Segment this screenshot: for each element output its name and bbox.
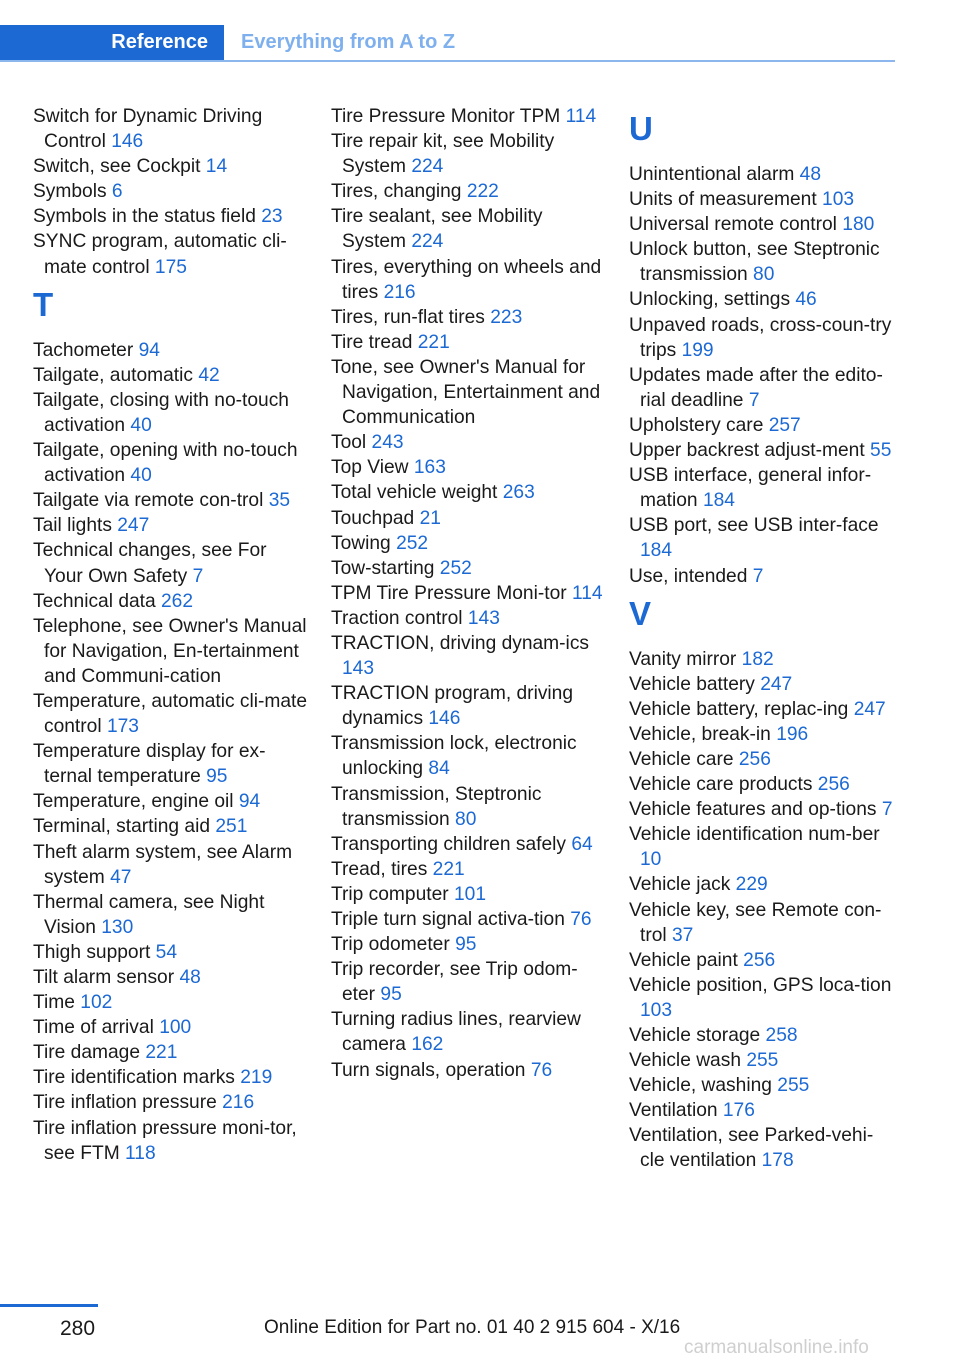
index-entry [629, 722, 897, 747]
index-entry-text: Tire inflation pressure moni-tor, see FTM [33, 1117, 297, 1164]
index-entry-text: Towing [331, 532, 391, 554]
page-reference-link[interactable]: 247 [853, 698, 886, 720]
index-entry [331, 631, 606, 681]
index-entry [33, 154, 308, 179]
page-reference-link[interactable]: 196 [776, 723, 809, 745]
index-entry [629, 313, 897, 363]
index-entry [33, 965, 308, 990]
index-entry-text: Vehicle battery [629, 673, 755, 695]
index-entry [331, 506, 606, 531]
index-entry-text: Transporting children safely [331, 833, 566, 855]
index-entry [33, 1090, 308, 1115]
index-entry-text: Vehicle storage [629, 1025, 761, 1046]
index-entry [33, 538, 308, 588]
index-entry-text: Traction control [331, 607, 463, 629]
index-entry-text: Units of measurement [629, 189, 817, 211]
page-reference-link[interactable]: 229 [735, 874, 768, 896]
page-reference-link[interactable]: 42 [198, 364, 220, 386]
index-entry [331, 932, 606, 957]
page-reference-link[interactable]: 7 [752, 565, 764, 587]
index-entry-text: Unpaved roads, cross-coun-try trips [629, 314, 892, 361]
index-entry [331, 907, 606, 932]
page-reference-link[interactable]: 263 [502, 482, 535, 504]
index-entry [331, 857, 606, 882]
page-reference-link[interactable]: 100 [159, 1017, 192, 1039]
page-reference-link[interactable]: 95 [380, 984, 402, 1006]
index-entry-text: Turning radius lines, rearview camera [331, 1009, 581, 1056]
index-entry-text: Tire repair kit, see Mobility System [331, 131, 555, 178]
index-entry [331, 606, 606, 631]
page-reference-link[interactable]: 95 [455, 934, 477, 956]
index-entry [629, 797, 897, 822]
index-entry-text: Universal remote control [629, 214, 837, 236]
index-entry-text: Tires, changing [331, 181, 462, 203]
page-reference-link[interactable]: 180 [842, 214, 875, 236]
index-entry [629, 772, 897, 797]
index-entry-text: Trip odometer [331, 934, 450, 956]
index-entry [629, 973, 897, 1023]
page-reference-link[interactable]: 182 [741, 648, 774, 670]
index-entry-text: Vehicle battery, replac-ing [629, 698, 849, 720]
index-entry [629, 1023, 897, 1048]
page-reference-link[interactable]: 224 [411, 231, 444, 253]
index-entry-text: Tire damage [33, 1042, 141, 1064]
index-entry-text: SYNC program, automatic cli-mate control [33, 231, 287, 278]
index-column-3 [629, 104, 897, 1174]
index-entry-text: Vehicle paint [629, 949, 738, 971]
page-reference-link[interactable]: 223 [490, 306, 523, 328]
index-entry-text: Tire Pressure Monitor TPM [331, 106, 561, 127]
page-reference-link[interactable]: 252 [439, 557, 472, 579]
index-entry-text: TPM Tire Pressure Moni-tor [331, 582, 567, 604]
watermark: carmanualsonline.info [684, 1337, 869, 1358]
index-entry [33, 229, 308, 279]
index-entry [629, 187, 897, 212]
index-entry-text: Vehicle position, GPS loca-tion [629, 974, 892, 996]
page-reference-link[interactable]: 55 [870, 440, 892, 462]
index-entry-text: Vehicle care products [629, 774, 813, 796]
index-column-2 [331, 104, 606, 1083]
index-entry [33, 614, 308, 689]
page-reference-link[interactable]: 257 [768, 414, 801, 436]
page-reference-link[interactable]: 256 [817, 774, 850, 796]
page-reference-link[interactable]: 178 [761, 1150, 794, 1172]
index-entry [629, 513, 897, 563]
index-entry [629, 438, 897, 463]
index-entry-text: Switch for Dynamic Driving Control [33, 106, 263, 153]
page-reference-link[interactable]: 216 [222, 1092, 255, 1114]
index-entry [331, 480, 606, 505]
index-entry-text: Unlock button, see Steptronic transmission [629, 239, 880, 286]
page-reference-link[interactable]: 76 [530, 1059, 553, 1081]
index-entry-text: Top View [331, 457, 409, 479]
index-entry-text: Vehicle, break-in [629, 723, 771, 745]
index-entry-text: Vehicle, washing [629, 1075, 772, 1097]
index-entry [33, 488, 308, 513]
index-entry-text: Time of arrival [33, 1017, 154, 1039]
page-reference-link[interactable]: 103 [640, 999, 673, 1021]
page-reference-link[interactable]: 173 [106, 716, 139, 738]
index-entry [33, 363, 308, 388]
page-reference-link[interactable]: 247 [117, 515, 150, 537]
page-reference-link[interactable]: 37 [672, 924, 694, 946]
index-entry-text: Tire identification marks [33, 1067, 235, 1089]
index-entry [331, 832, 606, 857]
page-reference-link[interactable]: 48 [799, 164, 822, 185]
index-entry-text: Ventilation [629, 1100, 718, 1122]
index-entry [331, 882, 606, 907]
index-entry-text: Symbols in the status field [33, 206, 256, 228]
index-entry [629, 564, 897, 589]
index-entry-text: Tailgate, automatic [33, 364, 193, 386]
index-entry-text: Tail lights [33, 515, 112, 537]
index-entry [33, 589, 308, 614]
edition-note: Online Edition for Part no. 01 40 2 915 604 - X/16 [264, 1317, 681, 1338]
index-entry [33, 1065, 308, 1090]
index-entry [629, 1048, 897, 1073]
page-reference-link[interactable]: 146 [428, 708, 461, 730]
index-entry [33, 513, 308, 538]
index-entry [33, 940, 308, 965]
index-entry [33, 739, 308, 789]
page-reference-link[interactable]: 102 [80, 992, 113, 1014]
page-header [0, 25, 895, 62]
page-reference-link[interactable]: 252 [396, 532, 429, 554]
index-entry [33, 204, 308, 229]
page-reference-link[interactable]: 40 [130, 465, 152, 487]
page-reference-link[interactable]: 84 [428, 758, 450, 780]
index-entry [33, 689, 308, 739]
index-entry [331, 581, 606, 606]
page-reference-link[interactable]: 219 [240, 1067, 273, 1089]
index-entry [629, 1098, 897, 1123]
index-entry-text: TRACTION program, driving dynamics [331, 683, 574, 730]
index-entry [33, 990, 308, 1015]
index-entry-text: Tires, run-flat tires [331, 306, 485, 328]
page-reference-link[interactable]: 146 [111, 131, 144, 153]
index-entry-text: Tires, everything on wheels and tires [331, 256, 602, 303]
index-entry-text: Upper backrest adjust-ment [629, 440, 865, 462]
index-entry [331, 957, 606, 1007]
index-entry [33, 388, 308, 438]
index-entry-text: USB interface, general infor-mation [629, 465, 872, 512]
index-entry-text: Tilt alarm sensor [33, 967, 175, 988]
index-entry-text: Temperature, automatic cli-mate control [33, 690, 308, 738]
page-reference-link[interactable]: 184 [702, 490, 735, 512]
page-reference-link[interactable]: 80 [455, 808, 477, 830]
index-entry-text: Tailgate, closing with no-touch activation [33, 389, 289, 436]
index-entry [331, 1058, 606, 1083]
index-entry [331, 455, 606, 480]
page-reference-link[interactable]: 7 [881, 799, 893, 821]
page-reference-link[interactable]: 103 [822, 189, 855, 211]
index-entry-text: Vehicle care [629, 748, 734, 770]
index-entry-text: Vehicle features and op-tions [629, 799, 877, 821]
index-entry-text: Updates made after the edito-rial deadline [629, 364, 883, 411]
page-reference-link[interactable]: 48 [179, 967, 201, 988]
header-divider [0, 60, 895, 62]
page-reference-link[interactable]: 256 [738, 748, 771, 770]
index-entry [629, 747, 897, 772]
page-reference-link[interactable]: 224 [411, 156, 444, 178]
page-reference-link[interactable]: 94 [238, 791, 261, 813]
index-entry-text: Unintentional alarm [629, 164, 795, 185]
index-entry [331, 204, 606, 254]
page-reference-link[interactable]: 101 [454, 883, 487, 905]
index-entry [629, 463, 897, 513]
index-entry [331, 782, 606, 832]
index-entry-text: Tone, see Owner's Manual for Navigation, Entertainment and Communication [331, 356, 601, 429]
page-reference-link[interactable]: 14 [205, 156, 228, 178]
index-entry [629, 697, 897, 722]
page-reference-link[interactable]: 262 [161, 590, 194, 612]
page-reference-link[interactable]: 221 [145, 1042, 178, 1064]
index-entry [629, 237, 897, 287]
index-entry-text: Use, intended [629, 565, 748, 587]
index-entry [33, 1040, 308, 1065]
page-reference-link[interactable]: 222 [466, 181, 499, 203]
index-entry [331, 305, 606, 330]
index-entry [629, 647, 897, 672]
page-reference-link[interactable]: 114 [565, 106, 597, 127]
page-reference-link[interactable]: 64 [571, 833, 593, 855]
page-reference-link[interactable]: 199 [681, 339, 714, 361]
index-entry [331, 430, 606, 455]
index-entry [629, 872, 897, 897]
page-reference-link[interactable]: 118 [125, 1142, 156, 1164]
page-reference-link[interactable]: 256 [743, 949, 776, 971]
page-reference-link[interactable]: 251 [215, 816, 248, 838]
page-reference-link[interactable]: 162 [411, 1034, 444, 1056]
page-reference-link[interactable]: 143 [342, 658, 375, 680]
index-entry-text: Symbols [33, 181, 107, 203]
index-entry-text: Technical changes, see For Your Own Safety [33, 540, 267, 587]
index-entry [331, 355, 606, 430]
index-entry-text: Theft alarm system, see Alarm system [33, 841, 293, 888]
page-reference-link[interactable]: 247 [760, 673, 793, 695]
index-entry [33, 1015, 308, 1040]
index-entry [629, 363, 897, 413]
index-letter-heading: V [629, 594, 652, 632]
page-reference-link[interactable]: 10 [640, 849, 662, 871]
page-reference-link[interactable]: 76 [570, 909, 592, 930]
page-reference-link[interactable]: 143 [467, 607, 500, 629]
page-reference-link[interactable]: 35 [268, 490, 291, 512]
index-entry [331, 556, 606, 581]
index-letter-heading: T [33, 285, 54, 323]
index-entry [331, 104, 606, 129]
index-entry-text: Vehicle identification num-ber [629, 824, 880, 846]
index-entry-text: Tread, tires [331, 858, 428, 880]
index-entry-text: Tool [331, 432, 367, 454]
index-entry-text: Temperature, engine oil [33, 791, 234, 813]
index-entry [33, 338, 308, 363]
index-entry-text: Unlocking, settings [629, 289, 791, 311]
index-entry-text: Telephone, see Owner's Manual for Navigation, En-tertainment and Communi-cation [33, 615, 307, 687]
page-reference-link[interactable]: 255 [777, 1075, 810, 1097]
page-reference-link[interactable]: 21 [419, 507, 441, 529]
page-reference-link[interactable]: 7 [192, 565, 204, 587]
index-entry [629, 212, 897, 237]
index-entry [33, 890, 308, 940]
index-entry [629, 162, 897, 187]
index-entry [33, 1116, 308, 1166]
index-entry-text: Upholstery care [629, 414, 764, 436]
index-entry [629, 413, 897, 438]
index-entry-text: Tire inflation pressure [33, 1092, 217, 1114]
index-entry [331, 731, 606, 781]
index-entry [629, 1073, 897, 1098]
page-reference-link[interactable]: 114 [571, 582, 603, 604]
page-reference-link[interactable]: 175 [154, 256, 187, 278]
index-entry [331, 531, 606, 556]
index-entry [331, 179, 606, 204]
index-entry [331, 330, 606, 355]
page-reference-link[interactable]: 243 [371, 432, 404, 454]
page-reference-link[interactable]: 130 [101, 916, 134, 938]
index-entry-text: Tachometer [33, 339, 134, 361]
index-entry-text: Switch, see Cockpit [33, 156, 201, 178]
page-reference-link[interactable]: 46 [795, 289, 817, 311]
index-entry-text: Total vehicle weight [331, 482, 498, 504]
index-entry [629, 672, 897, 697]
index-entry-text: Vehicle jack [629, 874, 731, 896]
index-entry [33, 814, 308, 839]
page-reference-link[interactable]: 40 [130, 414, 152, 436]
page-reference-link[interactable]: 216 [383, 281, 416, 303]
index-entry [629, 287, 897, 312]
index-entry-text: Turn signals, operation [331, 1059, 526, 1081]
index-entry-text: Vehicle wash [629, 1050, 741, 1072]
page-reference-link[interactable]: 47 [110, 866, 132, 888]
page-number: 280 [60, 1317, 96, 1340]
index-entry [331, 255, 606, 305]
page-reference-link[interactable]: 7 [748, 389, 760, 411]
index-entry [629, 1123, 897, 1173]
index-letter-heading: U [629, 110, 653, 147]
index-entry [331, 681, 606, 731]
index-entry-text: TRACTION, driving dynam-ics [331, 632, 590, 654]
index-entry [33, 179, 308, 204]
index-entry-text: Transmission lock, electronic unlocking [331, 733, 577, 780]
index-entry-text: Transmission, Steptronic transmission [331, 783, 542, 830]
footer-divider [0, 1304, 98, 1307]
index-entry-text: Thermal camera, see Night Vision [33, 891, 265, 938]
page-reference-link[interactable]: 258 [765, 1025, 798, 1046]
page-reference-link[interactable]: 221 [417, 331, 450, 353]
page-reference-link[interactable]: 221 [432, 858, 465, 880]
index-entry-text: Triple turn signal activa-tion [331, 909, 565, 930]
page-reference-link[interactable]: 184 [640, 540, 673, 562]
index-entry-text: Touchpad [331, 507, 415, 529]
index-entry-text: Tire sealant, see Mobility System [331, 206, 543, 253]
index-entry-text: Temperature display for ex-ternal temperature [33, 741, 266, 788]
index-entry [33, 789, 308, 814]
index-entry-text: Tow-starting [331, 557, 435, 579]
page-reference-link[interactable]: 6 [111, 181, 123, 203]
index-entry-text: Time [33, 992, 75, 1014]
index-entry-text: Ventilation, see Parked-vehi-cle ventilation [629, 1125, 874, 1172]
index-entry-text: Trip recorder, see Trip odom-eter [331, 959, 578, 1006]
index-entry [33, 438, 308, 488]
index-entry-text: Terminal, starting aid [33, 816, 211, 838]
index-entry-text: Trip computer [331, 883, 449, 905]
index-entry [331, 1007, 606, 1057]
page-reference-link[interactable]: 94 [138, 339, 160, 361]
index-entry-text: Technical data [33, 590, 156, 612]
page-reference-link[interactable]: 80 [753, 264, 775, 286]
index-entry [629, 898, 897, 948]
page-reference-link[interactable]: 163 [413, 457, 446, 479]
page-reference-link[interactable]: 54 [155, 941, 178, 963]
index-column-1 [33, 104, 308, 1166]
index-entry-text: Tire tread [331, 331, 413, 353]
section-tab[interactable]: Reference [0, 25, 224, 60]
index-entry [331, 129, 606, 179]
index-entry-text: Tailgate via remote con-trol [33, 490, 264, 512]
index-entry-text: Vanity mirror [629, 648, 737, 670]
index-entry [33, 104, 308, 154]
index-entry-text: Thigh support [33, 941, 151, 963]
section-title: Everything from A to Z [241, 31, 456, 53]
page-reference-link[interactable]: 95 [206, 766, 228, 788]
index-entry [629, 822, 897, 872]
index-entry-text: USB port, see USB inter-face [629, 515, 879, 537]
index-entry-text: Tailgate, opening with no-touch activation [33, 440, 298, 487]
page-reference-link[interactable]: 23 [261, 206, 283, 228]
index-entry-text: Vehicle key, see Remote con-trol [629, 899, 882, 946]
page-reference-link[interactable]: 255 [746, 1050, 779, 1072]
index-entry [33, 840, 308, 890]
page-reference-link[interactable]: 176 [722, 1100, 755, 1122]
index-entry [629, 948, 897, 973]
